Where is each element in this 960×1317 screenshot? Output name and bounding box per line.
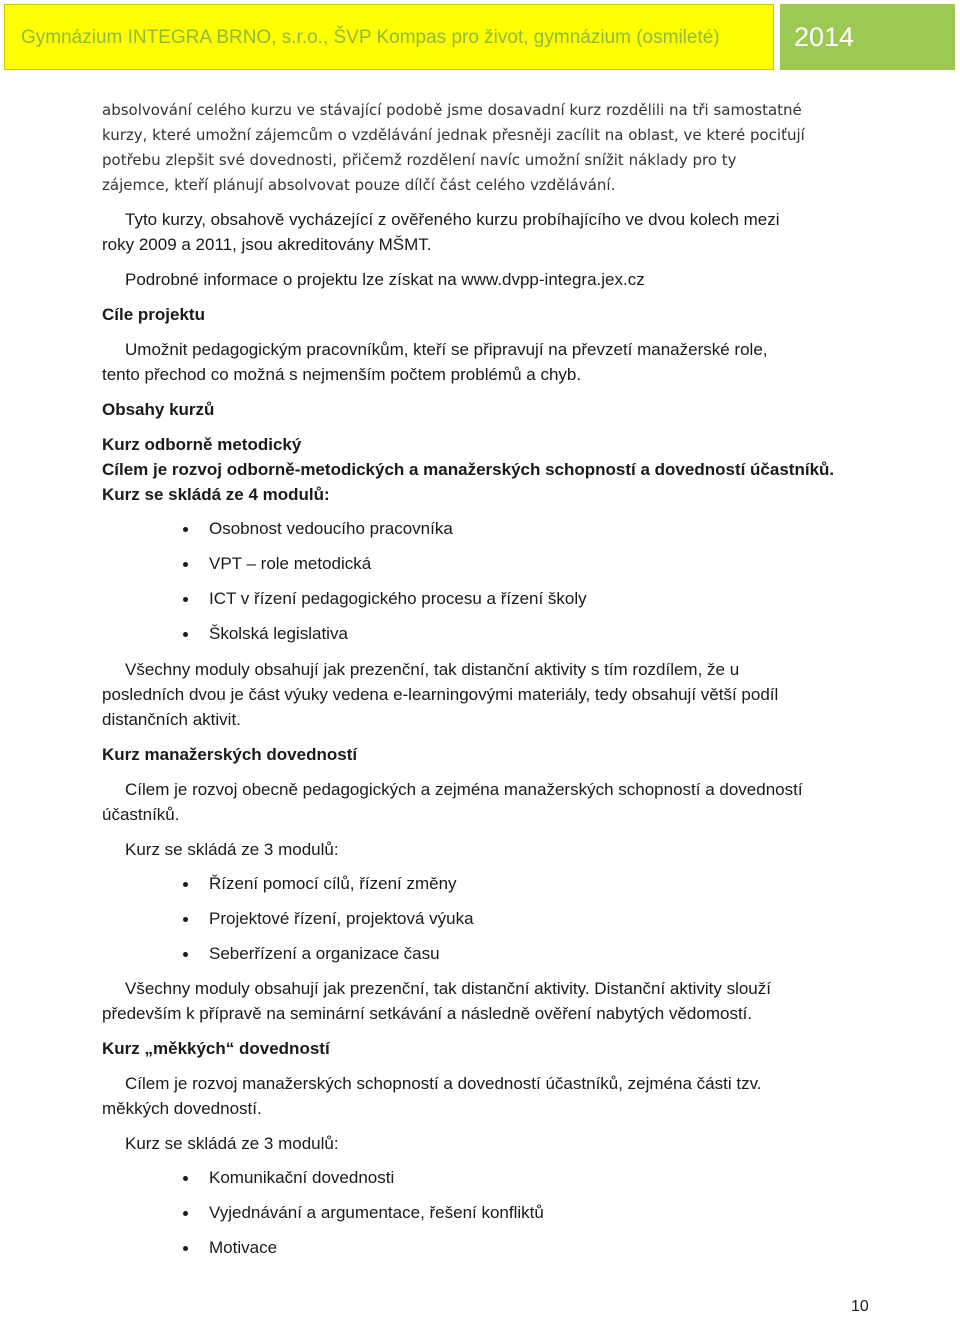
bullet-icon [183,1246,188,1251]
course3-module-list [178,1166,544,1271]
bullet-icon [183,882,188,887]
bullet-icon [183,527,188,532]
course3-goal-line-1: Cílem je rozvoj manažerských schopností a dovedností účastníků, zejména části tzv. [125,1074,762,1093]
course1-module-list [178,517,587,657]
page-header [4,4,955,70]
bullet-icon [183,917,188,922]
intro-line-3: potřebu zlepšit své dovednosti, přičemž rozdělení navíc umožní snížit náklady pro ty [102,151,737,169]
header-year-box [780,4,955,70]
bullet-icon [183,562,188,567]
intro-line-4: zájemce, kteří plánují absolvovat pouze dílčí část celého vzdělávání. [102,176,616,194]
goals-line-2: tento přechod co možná s nejmenším počtem problémů a chyb. [102,365,582,384]
goals-heading: Cíle projektu [102,305,205,324]
course2-note-line-1: Všechny moduly obsahují jak prezenční, tak distanční aktivity. Distanční aktivity slouží [125,979,771,998]
course3-modules-intro: Kurz se skládá ze 3 modulů: [125,1134,339,1153]
list-item: VPT – role metodická [178,552,587,587]
bullet-icon [183,952,188,957]
accreditation-line-2: roky 2009 a 2011, jsou akreditovány MŠMT. [102,235,432,254]
course2-title: Kurz manažerských dovedností [102,745,358,764]
list-item: Projektové řízení, projektová výuka [178,907,474,942]
course3-title: Kurz „měkkých“ dovedností [102,1039,330,1058]
page-number: 10 [851,1298,869,1315]
course2-goal-line-2: účastníků. [102,805,180,824]
list-item: ICT v řízení pedagogického procesu a řízení školy [178,587,587,622]
course1-note-line-1: Všechny moduly obsahují jak prezenční, tak distanční aktivity s tím rozdílem, že u [125,660,740,679]
list-item: Školská legislativa [178,622,587,657]
course1-goal: Cílem je rozvoj odborně-metodických a manažerských schopností a dovedností účastníků. [102,460,835,479]
course1-title: Kurz odborně metodický [102,435,302,454]
intro-line-1: absolvování celého kurzu ve stávající podobě jsme dosavadní kurz rozdělili na tři samostatné [102,101,802,119]
intro-line-2: kurzy, které umožní zájemcům o vzdělávání jednak přesněji zacílit na oblast, ve které pociťují [102,126,805,144]
goals-line-1: Umožnit pedagogickým pracovníkům, kteří se připravují na převzetí manažerské role, [125,340,768,359]
course1-note-line-3: distančních aktivit. [102,710,241,729]
course2-goal-line-1: Cílem je rozvoj obecně pedagogických a zejména manažerských schopností a dovedností [125,780,803,799]
bullet-icon [183,632,188,637]
course1-modules-intro: Kurz se skládá ze 4 modulů: [102,485,330,504]
header-year: 2014 [794,22,855,52]
list-item: Komunikační dovednosti [178,1166,544,1201]
bullet-icon [183,1211,188,1216]
accreditation-line-1: Tyto kurzy, obsahově vycházející z ověřeného kurzu probíhajícího ve dvou kolech mezi [125,210,780,229]
info-line: Podrobné informace o projektu lze získat na www.dvpp-integra.jex.cz [125,270,645,289]
course3-goal-line-2: měkkých dovedností. [102,1099,262,1118]
course1-note-line-2: posledních dvou je část výuky vedena e-learningovými materiály, tedy obsahují větší podíl [102,685,779,704]
course2-note-line-2: především k přípravě na seminární setkávání a následně ověření nabytých vědomostí. [102,1004,753,1023]
list-item: Osobnost vedoucího pracovníka [178,517,587,552]
header-title: Gymnázium INTEGRA BRNO, s.r.o., ŠVP Kompas pro život, gymnázium (osmileté) [21,27,720,48]
course2-modules-intro: Kurz se skládá ze 3 modulů: [125,840,339,859]
bullet-icon [183,597,188,602]
list-item: Motivace [178,1236,544,1271]
course2-module-list [178,872,474,977]
header-title-bar [4,4,774,70]
bullet-icon [183,1176,188,1181]
contents-heading: Obsahy kurzů [102,400,215,419]
list-item: Řízení pomocí cílů, řízení změny [178,872,474,907]
list-item: Seberřízení a organizace času [178,942,474,977]
list-item: Vyjednávání a argumentace, řešení konfliktů [178,1201,544,1236]
